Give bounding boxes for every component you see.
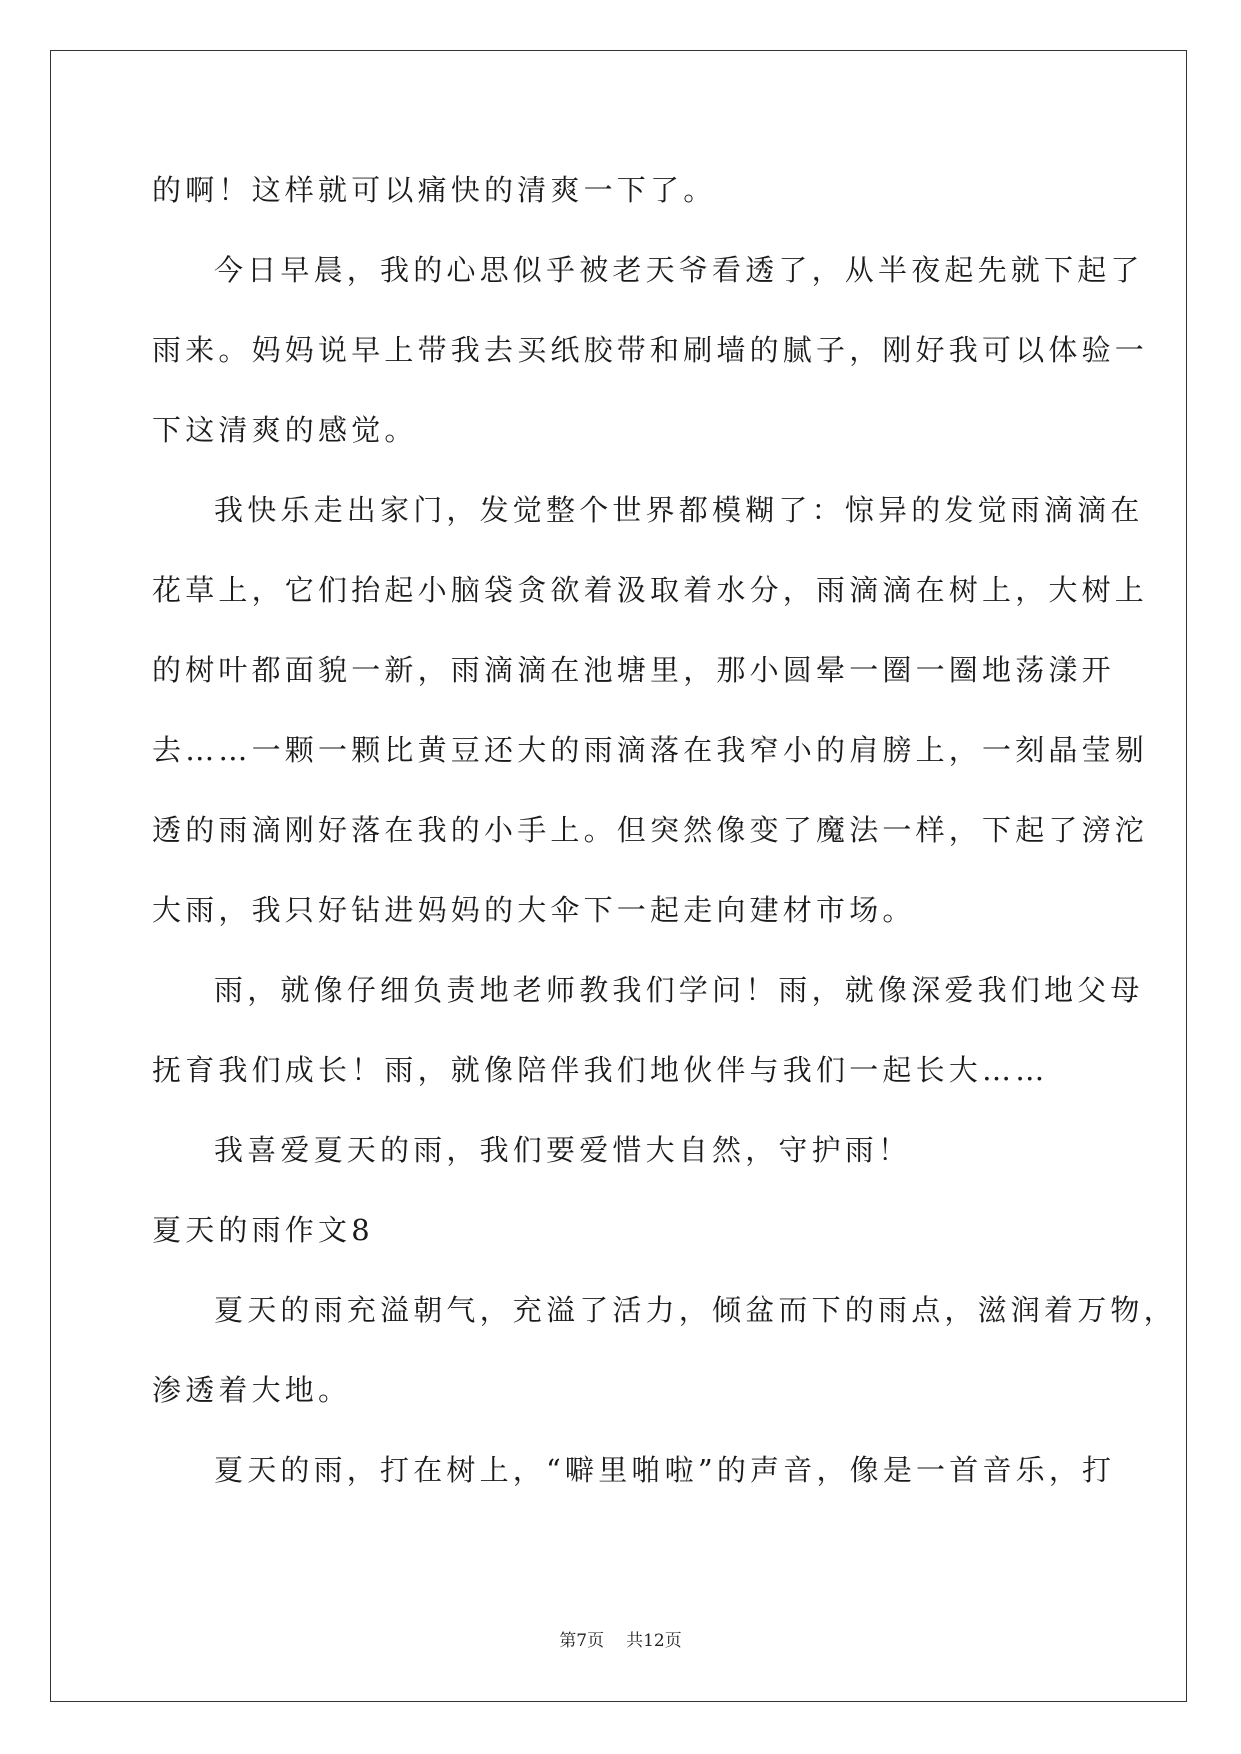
page-total: 共12页 [626, 1631, 682, 1651]
page-number: 第7页 [559, 1631, 605, 1651]
paragraph-first-line: 我喜爱夏天的雨，我们要爱惜大自然，守护雨！ [214, 1133, 912, 1167]
text-line: 透的雨滴刚好落在我的小手上。但突然像变了魔法一样，下起了滂沱 [152, 813, 1149, 847]
paragraph-first-line: 雨，就像仔细负责地老师教我们学问！雨，就像深爱我们地父母 [214, 973, 1144, 1007]
text-line: 花草上，它们抬起小脑袋贪欲着汲取着水分，雨滴滴在树上，大树上 [152, 573, 1149, 607]
paragraph-first-line: 今日早晨，我的心思似乎被老天爷看透了，从半夜起先就下起了 [214, 253, 1144, 287]
paragraph-first-line: 夏天的雨充溢朝气，充溢了活力，倾盆而下的雨点，滋润着万物， [214, 1293, 1177, 1327]
page-footer [0, 1626, 1241, 1651]
text-line: 抚育我们成长！雨，就像陪伴我们地伙伴与我们一起长大…… [152, 1053, 1049, 1087]
text-line: 的啊！这样就可以痛快的清爽一下了。 [152, 173, 717, 207]
paragraph-first-line: 夏天的雨，打在树上，“噼里啪啦”的声音，像是一首音乐，打 [214, 1453, 1116, 1487]
text-line: 雨来。妈妈说早上带我去买纸胶带和刷墙的腻子，刚好我可以体验一 [152, 333, 1149, 367]
text-line: 下这清爽的感觉。 [152, 413, 418, 447]
text-line: 的树叶都面貌一新，雨滴滴在池塘里，那小圆晕一圈一圈地荡漾开 [152, 653, 1115, 687]
text-line: 渗透着大地。 [152, 1373, 352, 1407]
section-heading: 夏天的雨作文8 [152, 1213, 374, 1247]
text-line: 去……一颗一颗比黄豆还大的雨滴落在我窄小的肩膀上，一刻晶莹剔 [152, 733, 1149, 767]
text-line: 大雨，我只好钻进妈妈的大伞下一起走向建材市场。 [152, 893, 916, 927]
paragraph-first-line: 我快乐走出家门，发觉整个世界都模糊了：惊异的发觉雨滴滴在 [214, 493, 1144, 527]
